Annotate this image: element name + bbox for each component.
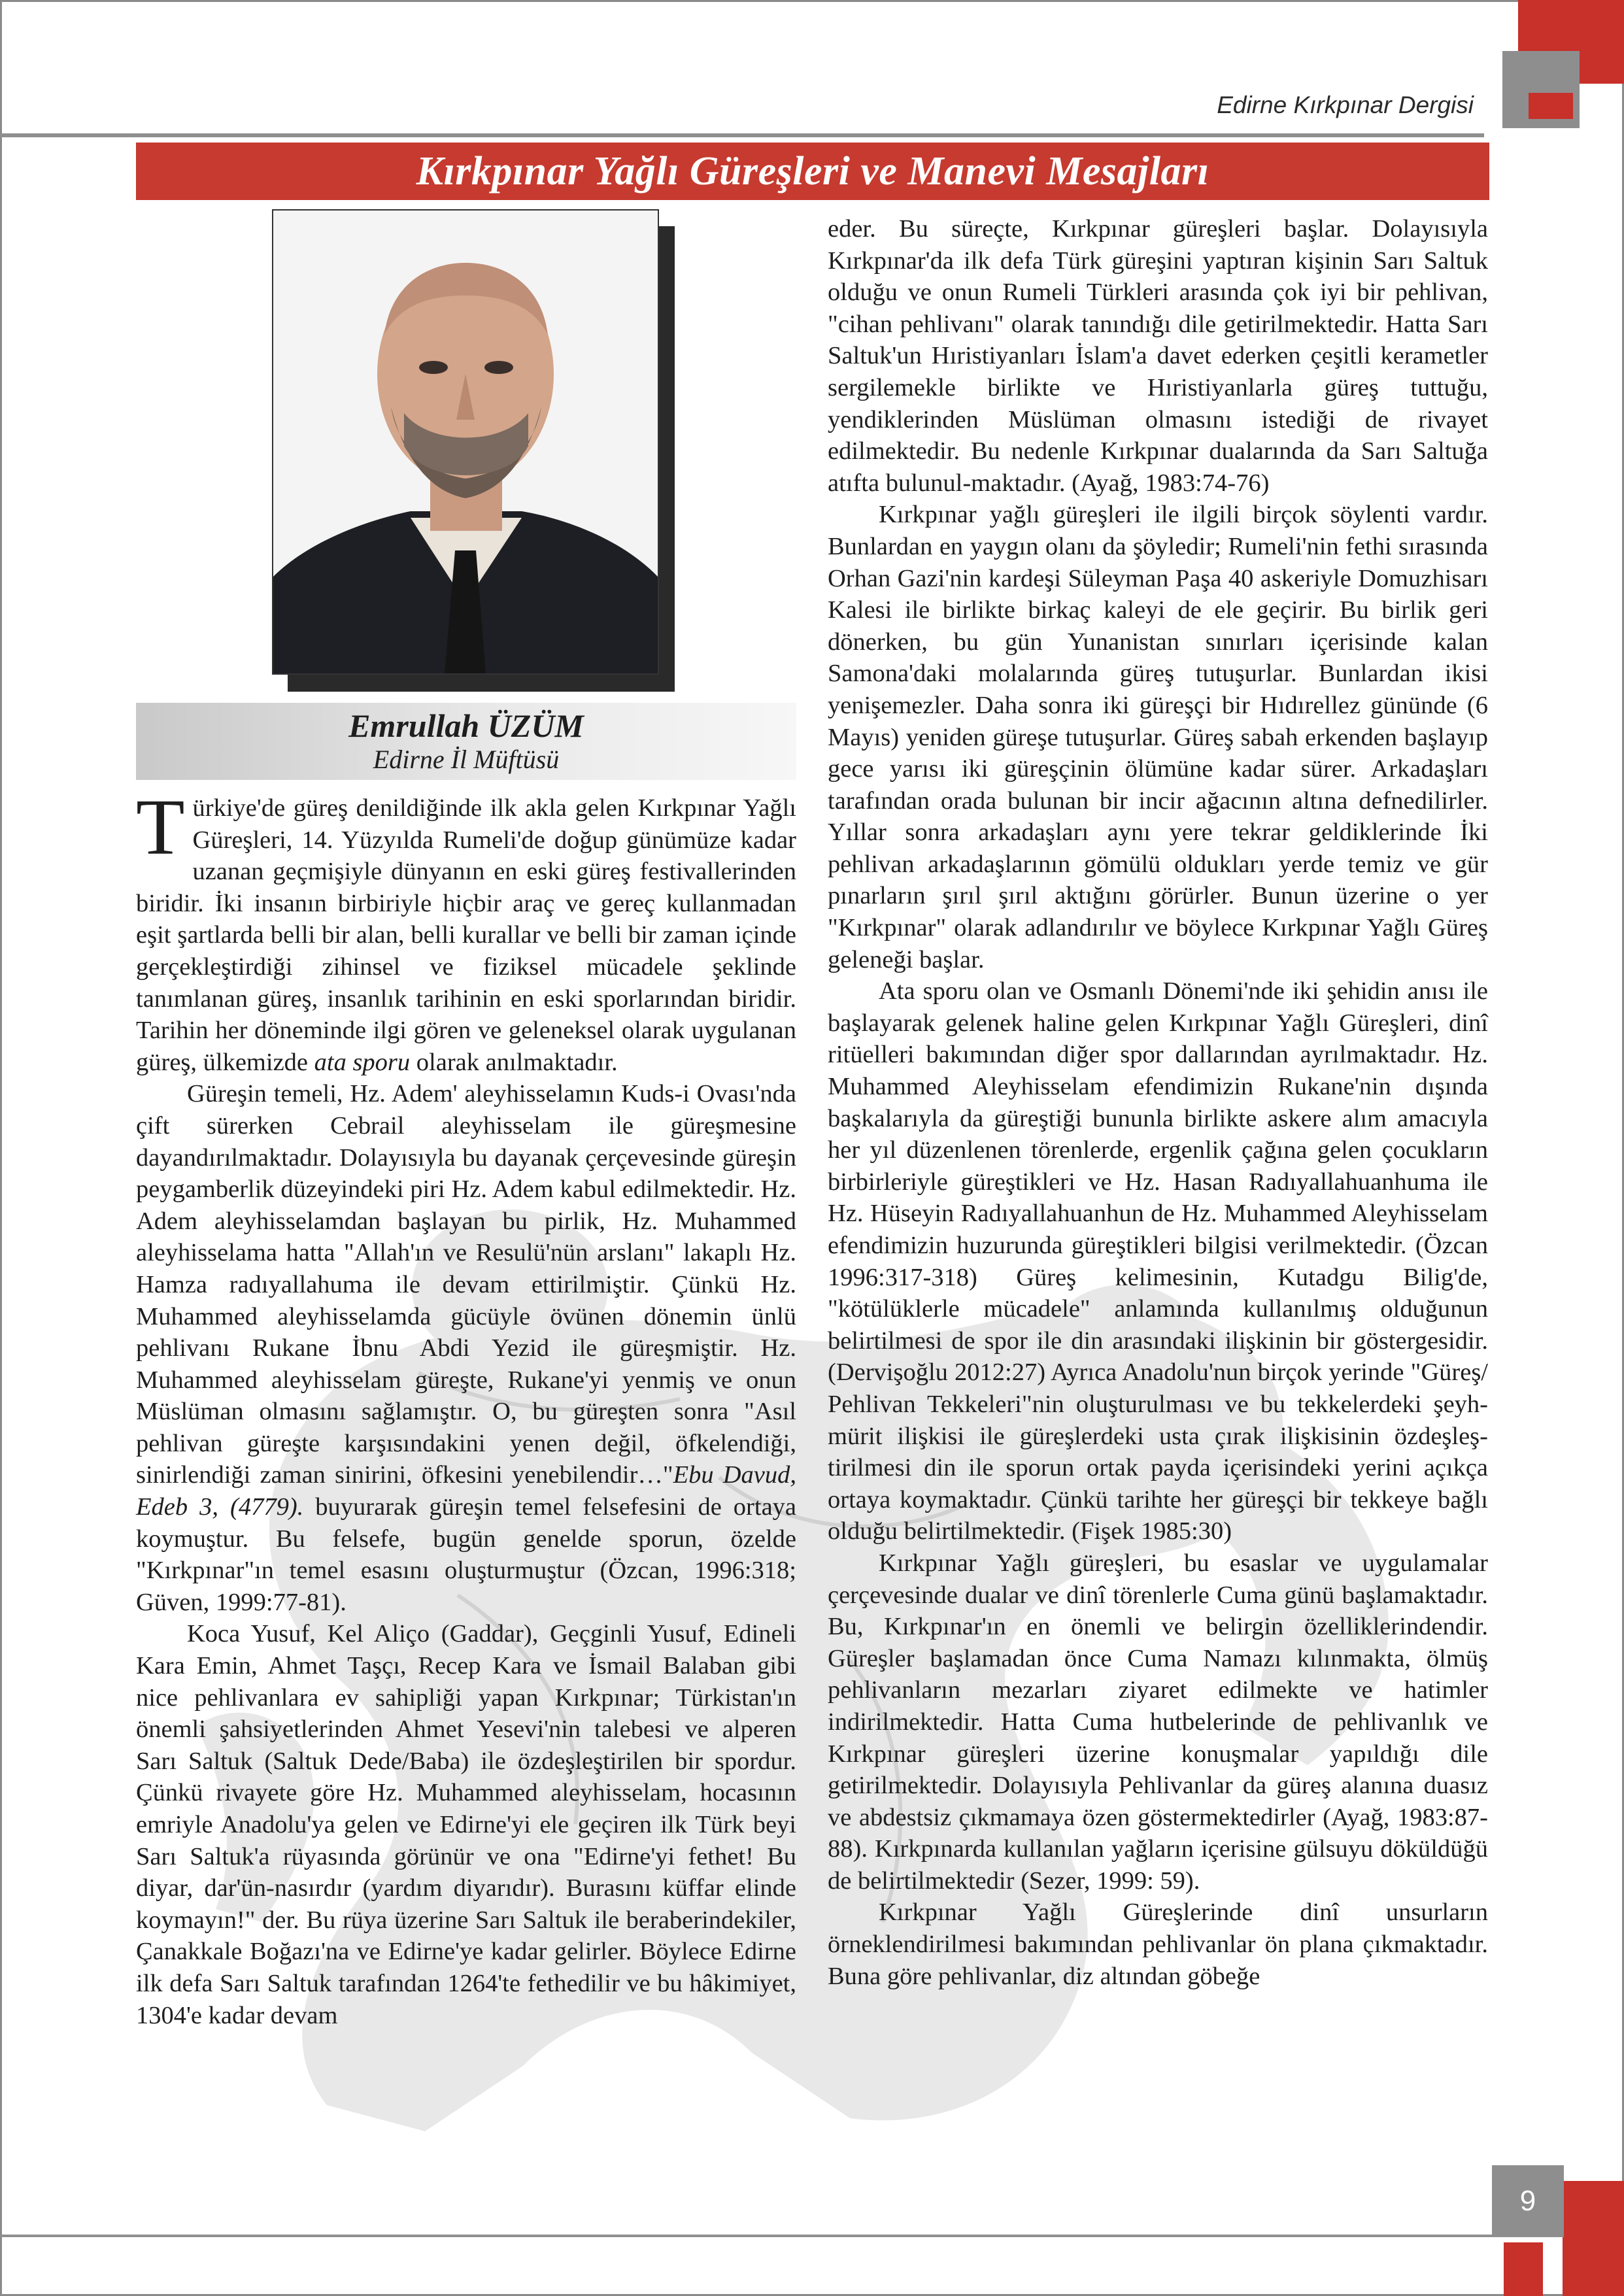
footer-decor-red (1563, 2181, 1624, 2296)
paragraph: Kırkpınar yağlı güreşleri ile ilgili birçok söylenti vardır. Bunlardan en yaygın olanı da şöyledir; Rumeli'nin fethi sırasında Orhan Gazi'nin kardeşi Süleyman Paşa 40 askeriyle Domuzhisarı Kalesi ile birlikte birkaç kaleyi de ele geçirir. Bu birlik geri dönerken, bu gün Yunanistan sınırları içerisinde kalan Samona'daki molalarında güreş tutuşurlar. Bunlardan ikisi yenişemezler. Daha sonra iki güreşçi bir Hıdırellez gününde (6 Mayıs) yeniden güreşe tutuşurlar. Güreş sabah erkenden başlayıp gece yarısı iki güreşçinin ölümüne kadar sürer. Arkadaşları tarafından orada bulunan bir incir ağacının altına defnedilirler. Yıllar sonra arkadaşları aynı yere tekrar geldiklerinde İki pehlivan arkadaşlarının gömülü oldukları yerde temiz ve gür pınarların şırıl şırıl aktığını görürler. Bunun üzerine o yer "Kırkpınar" olarak adlandırılır ve böylece Kırkpınar Yağlı Güreş geleneği başlar. (828, 501, 1488, 973)
right-column (828, 213, 1488, 1992)
paragraph: Kırkpınar Yağlı Güreşlerinde dinî unsurların örneklendirilmesi bakımından pehlivanlar ön plana çıkmaktadır. Buna göre pehlivanlar, diz altından göbeğe (828, 1899, 1488, 1990)
paragraph (136, 1078, 796, 1618)
author-box (136, 703, 796, 780)
footer-decor-red-small (1504, 2242, 1543, 2296)
citation: Ebu Davud, Edeb 3, (4779). (136, 1461, 796, 1521)
page-number: 9 (1519, 2185, 1536, 2217)
footer-rule (0, 2235, 1563, 2237)
paragraph: Kırkpınar Yağlı güreşleri, bu esaslar ve uygulamalar çerçevesinde dualar ve dinî törenlerle Cuma günü başlamaktadır. Bu, Kırkpınar'ın en önemli ve belirgin özelliklerindendir. Güreşler başlamadan önce Cuma Namazı kılınmakta, ölmüş pehlivanların mezarları ziyaret edilmekte ve hatimler indirilmektedir. Hatta Cuma hutbelerinde de pehlivanlık ve Kırkpınar güreşleri üzerine konuşmalar yapıldığı dile getirilmektedir. Dolayısıyla Pehlivanlar da güreş alanına duasız ve abdestsiz çıkmamaya özen göstermektedirler (Ayağ, 1983:87-88). Kırkpınarda kullanılan yağların içerisine gülsuyu döküldüğü de belirtilmektedir (Sezer, 1999: 59). (828, 1549, 1488, 1895)
drop-cap: T (136, 783, 185, 871)
author-photo (272, 209, 659, 675)
paragraph: Ata sporu olan ve Osmanlı Dönemi'nde iki şehidin anısı ile başlayarak gelenek haline gelen Kırkpınar Yağlı Güreşleri, dinî ritüelleri bakımından diğer spor dallarından ayrılmaktadır. Hz. Muhammed Aleyhisselam efendimizin Rukane'nin dışında başkalarıyla da güreştiği bununla birlikte askere alım amacıyla her yıl düzenlenen törenlerde, ergenlik çağına gelen çocukların birbirleriyle güreştikleri ve Hz. Hasan Radıyallahuanhuma ile Hz. Hüseyin Radıyallahuanhun de Hz. Muhammed Aleyhisselam efendimizin huzurunda güreştikleri bilgisi verilmektedir. (Özcan 1996:317-318) Güreş kelimesinin, Kutadgu Bilig'de, "kötülüklerle mücadele" anlamında kullanılmış olduğunun belirtilmesi de spor ile din arasındaki ilişkinin bir göstergesidir. (Dervişoğlu 2012:27) Ayrıca Anadolu'nun birçok yerinde "Güreş/ Pehlivan Tekkeleri"nin oluşturulması ve bu tekkelerdeki şeyh-mürit ilişkisi ile güreşlerdeki usta çırak ilişkisinin özdeşleş-tirilmesi din ile sporun ortak payda içerisindeki yerini açıkça ortaya koymaktadır. Çünkü tarihte her güreşçi bir tekkeye bağlı olduğu belirtilmektedir. (Fişek 1985:30) (828, 977, 1488, 1545)
paragraph-text: olarak anılmaktadır. (410, 1048, 618, 1076)
italic-term: ata sporu (314, 1048, 411, 1076)
paragraph (136, 783, 796, 1078)
author-role: Edirne İl Müftüsü (373, 745, 560, 774)
article-title: Kırkpınar Yağlı Güreşleri ve Manevi Mesajları (136, 143, 1489, 200)
paragraph: eder. Bu süreçte, Kırkpınar güreşleri başlar. Dolayısıyla Kırkpınar'da ilk defa Türk güreşini yaptıran kişinin Sarı Saltuk olduğu ve onun Rumeli Türkleri arasında çok iyi bir pehlivan, "cihan pehlivanı" olarak tanındığı dile getirilmektedir. Hatta Sarı Saltuk'un Hıristiyanları İslam'a davet ederken çeşitli kerametler sergilemekle birlikte ve Hıristiyanlarla güreş tuttuğu, yendiklerinden Müslüman olmasını istediği de rivayet edilmektedir. Bu nedenle Kırkpınar dualarında da Sarı Saltuğa atıfta bulunul-maktadır. (Ayağ, 1983:74-76) (828, 215, 1488, 497)
author-name: Emrullah ÜZÜM (348, 707, 584, 744)
paragraph-text: Güreşin temeli, Hz. Adem' aleyhisselamın Kuds-i Ovası'nda çift sürerken Cebrail aleyhisselam ile güreşmesine dayandırılmaktadır. Dolayısıyla bu dayanak çerçevesinde güreşin peygamberlik düzeyindeki piri Hz. Adem kabul edilmektedir. Hz. Adem aleyhisselamdan başlayan bu pirlik, Hz. Muhammed aleyhisselama hatta "Allah'ın ve Resulü'nün arslanı" lakaplı Hz. Hamza radıyallahuma ile devam ettirilmiştir. Çünkü Hz. Muhammed aleyhisselamda gücüyle övünen dönemin ünlü pehlivanı Rukane İbnu Abdi Yezid ile güreşmiştir. Hz. Muhammed aleyhisselam güreşte, Rukane'yi yenmiş ve onun Müslüman olmasını sağlamıştır. O, bu güreşten sonra "Asıl pehlivan güreşte karşısındakini yenen değil, öfkelendiği, sinirlendiği zaman sinirini, öfkesini yenebilendir…" (136, 1080, 796, 1489)
paragraph-text: buyurarak güreşin temel felsefesini de ortaya koymuştur. Bu felsefe, bugün genelde sporun, özelde "Kırkpınar"ın temel esasını oluşturmuştur (Özcan, 1996:318; Güven, 1999:77-81). (136, 1493, 797, 1616)
paragraph: Koca Yusuf, Kel Aliço (Gaddar), Geçginli Yusuf, Edineli Kara Emin, Ahmet Taşçı, Recep Kara ve İsmail Balaban gibi nice pehlivanlara ev sahipliği yapan Kırkpınar; Türkistan'ın önemli şahsiyetlerinden Ahmet Yesevi'nin talebesi ve alperen Sarı Saltuk (Saltuk Dede/Baba) ile özdeşleştirilen bir spordur. Çünkü rivayete göre Hz. Muhammed aleyhisselam, hocasının emriyle Anadolu'ya gelen ve Edirne'yi ele geçiren ilk Türk beyi Sarı Saltuk'a rüyasında görünür ve ona "Edirne'yi fethet! Bu diyar, dar'ün-nasırdır (yardım diyarıdır). Burasını küffar elinde koymayın!" der. Bu rüya üzerine Sarı Saltuk ile beraberindekiler, Çanakkale Boğazı'na ve Edirne'ye kadar gelirler. Böylece Edirne ilk defa Sarı Saltuk tarafından 1264'te fethedilir ve bu hâkimiyet, 1304'e kadar devam (136, 1620, 796, 2029)
author-portrait (273, 211, 658, 673)
left-column (136, 783, 797, 2031)
journal-title: Edirne Kırkpınar Dergisi (1217, 92, 1474, 118)
header-rule (0, 133, 1484, 137)
corner-decor-red-small (1529, 93, 1573, 119)
paragraph-text: ürkiye'de güreş denildiğinde ilk akla gelen Kırkpınar Yağlı Güreşleri, 14. Yüzyılda Rumeli'de doğup günümüze kadar uzanan geçmişiyle dünyanın en eski güreş festivallerinden biridir. İki insanın birbiriyle hiçbir araç ve gereç kullanmadan eşit şartlarda belli bir alan, belli kurallar ve belli bir zaman içinde gerçekleştirdiği zihinsel ve fiziksel mücadele şeklinde tanımlanan güreş, insanlık tarihinin en eski sporlarından biridir. Tarihin her döneminde ilgi gören ve geleneksel olarak uygulanan güreş, ülkemizde (136, 794, 796, 1076)
